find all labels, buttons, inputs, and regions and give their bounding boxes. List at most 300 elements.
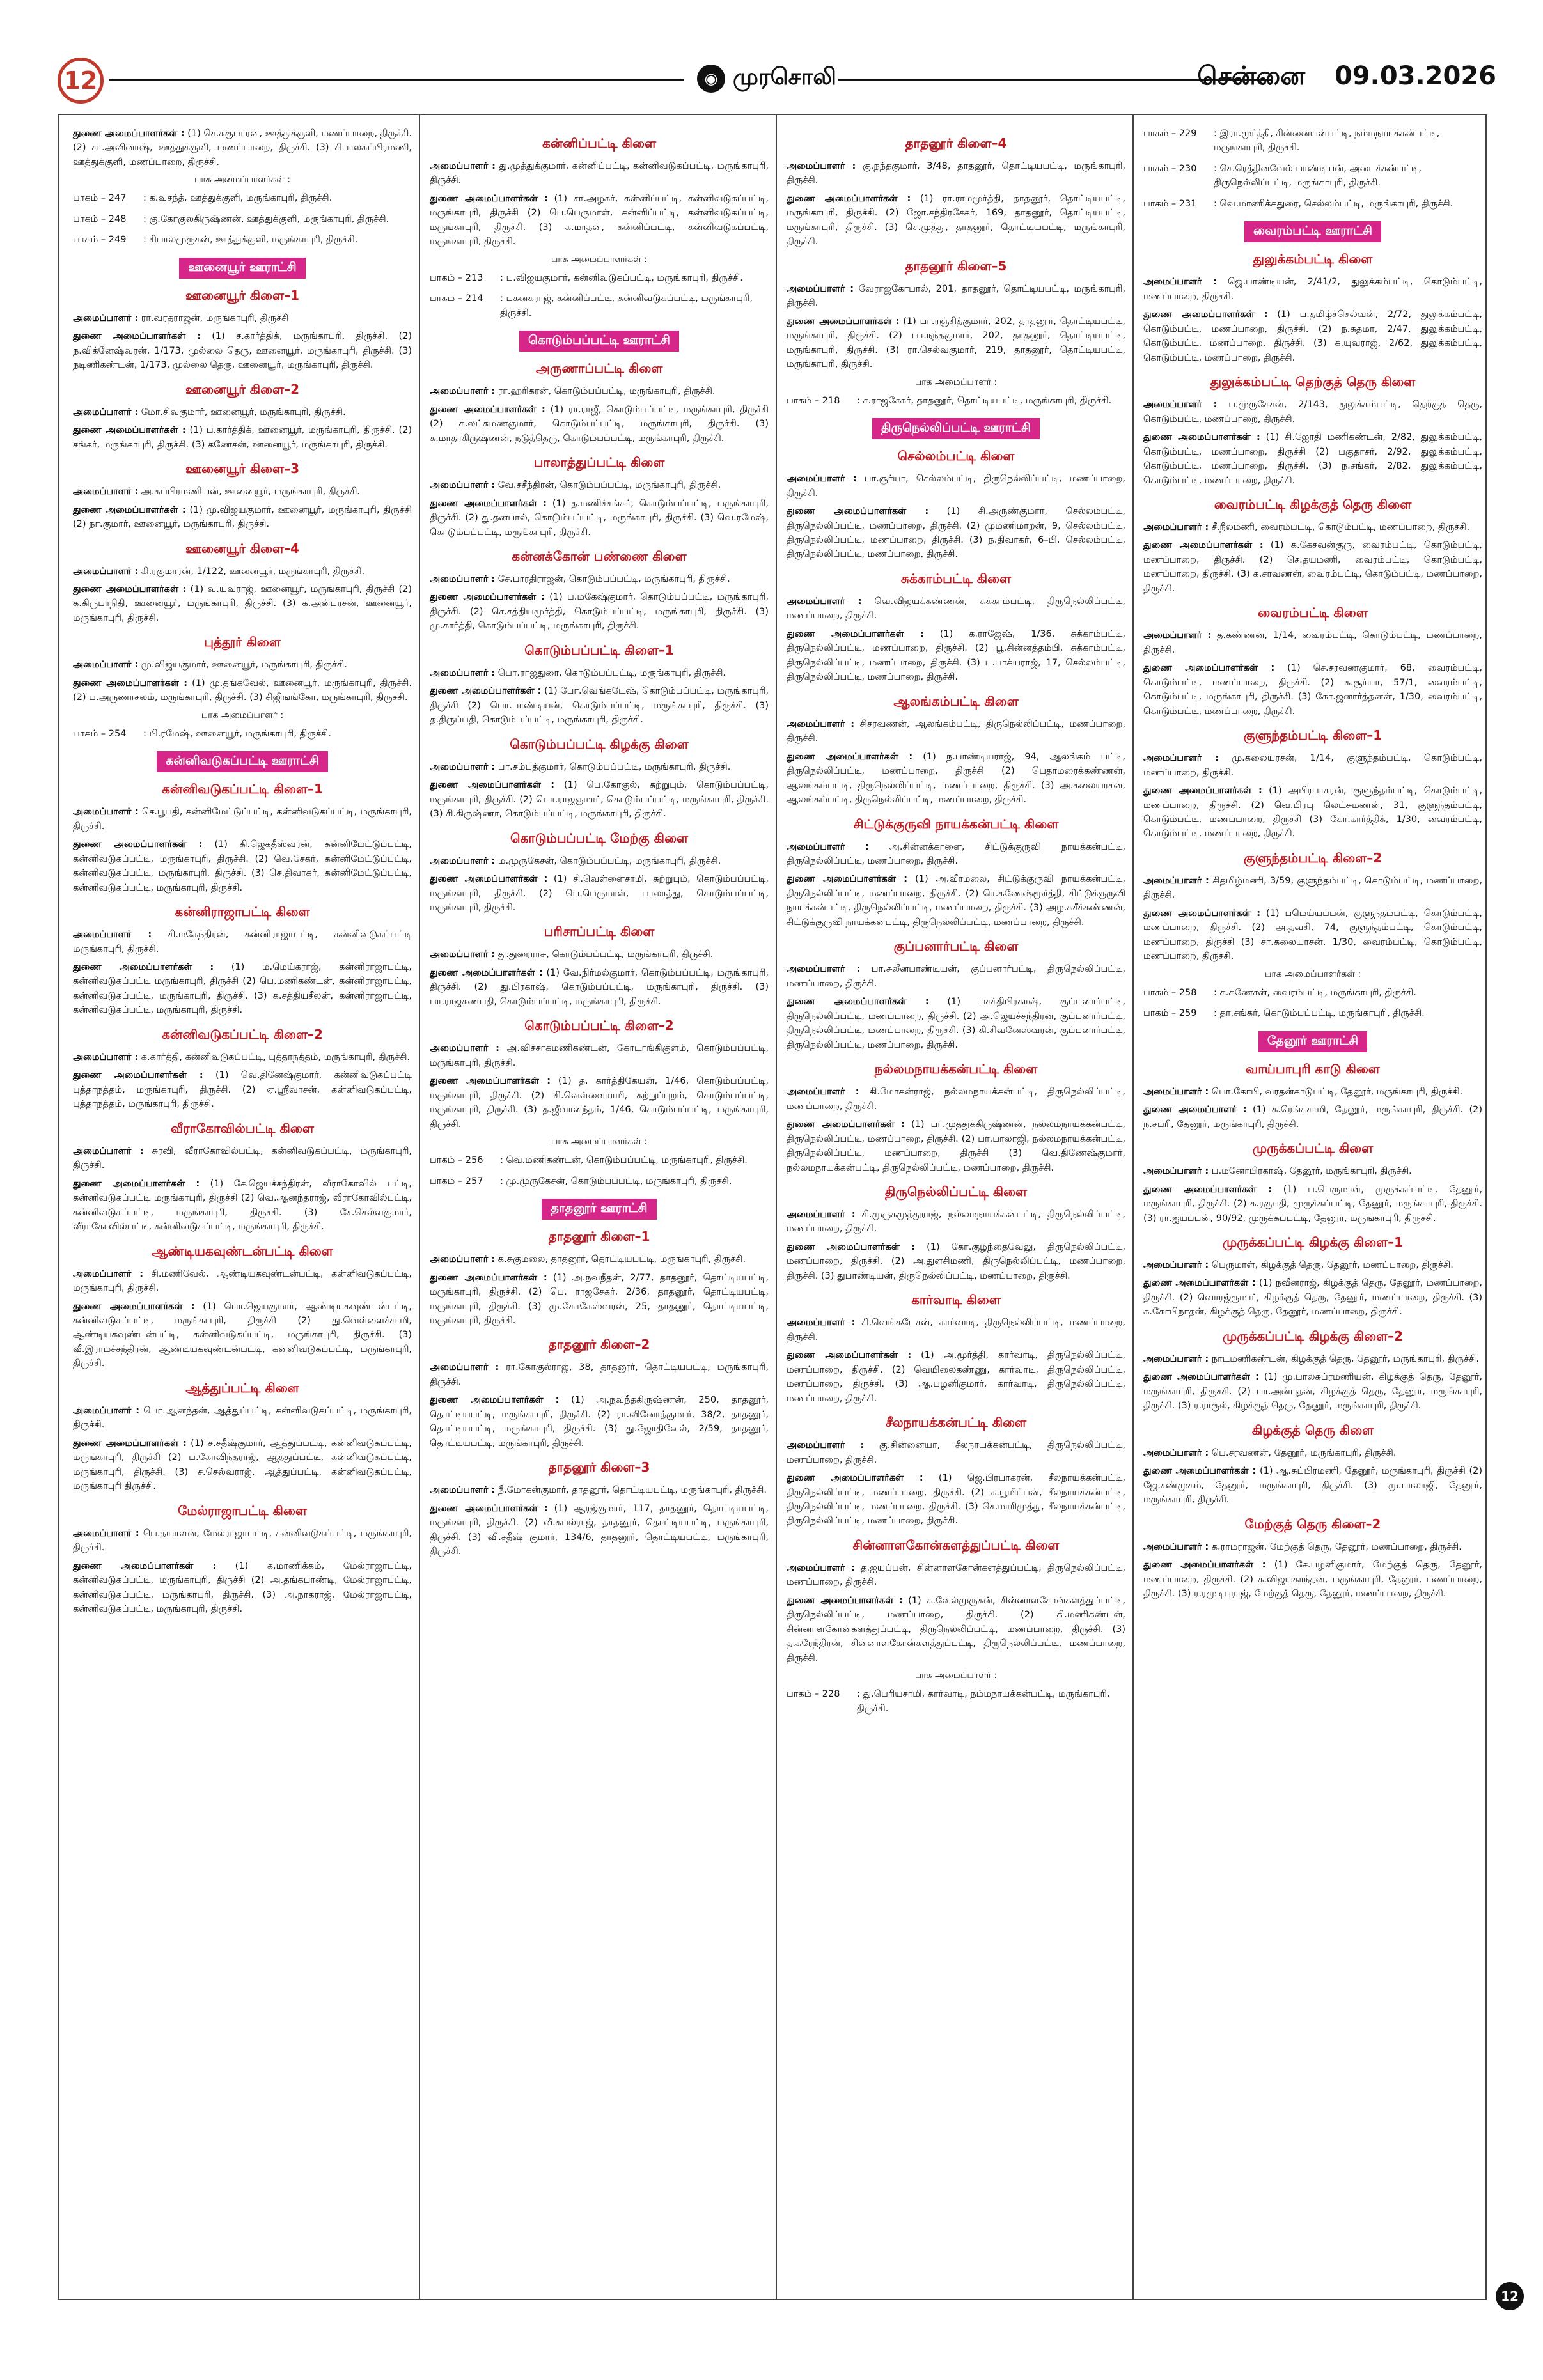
appointment-entry <box>430 1074 769 1132</box>
booth-person: : து.பெரியசாமி, கார்வாடி, நம்மநாயக்கன்பட்டி, மருங்காபுரி, திருச்சி. <box>857 1689 1110 1714</box>
role-label: அமைப்பாளர் : <box>73 486 139 497</box>
appointee-details: த.கண்ணன், 1/14, வைரம்பட்டி, கொடும்பட்டி, மணப்பாறை, திருச்சி. <box>1143 630 1482 655</box>
role-label: துணை அமைப்பாளர்கள் : <box>787 316 900 327</box>
appointee-details: பெ.சரவணன், தேனூர், மருங்காபுரி, திருச்சி. <box>1209 1447 1397 1458</box>
appointment-entry <box>787 315 1125 372</box>
appointment-entry <box>73 1300 412 1371</box>
appointment-entry <box>1143 1352 1482 1366</box>
branch-heading: முருக்கப்பட்டி கிளை <box>1252 1140 1374 1156</box>
branch-heading: நல்லமநாயக்கன்பட்டி கிளை <box>874 1061 1038 1077</box>
appointment-entry <box>787 192 1125 249</box>
branch-heading: சின்னாளகோன்களத்துப்பட்டி கிளை <box>852 1537 1060 1553</box>
appointment-entry <box>430 1252 769 1266</box>
role-label: அமைப்பாளர் : <box>787 1087 859 1098</box>
branch-heading: தாதனூர் கிளை–2 <box>548 1337 650 1353</box>
appointee-details: (1) பமெய்யப்பன், குளுந்தம்பட்டி, கொடும்பட்டி, மணப்பாறை, திருச்சி. (2) அ.தவசி, 74, குளுந்தம்பட்டி, கொடும்பட்டி, மணப்பாறை, திருச்சி (3) சா.கலையரசன், 1/30, வைரம்பட்டி, கொடும்பட்டி, மணப்பாறை, திருச்சி. <box>1143 908 1482 962</box>
appointee-details: (1) ரா.ராமமூர்த்தி, தாதனூர், தொட்டியபட்டி, மருங்காபுரி, திருச்சி. (2) ஜோ.சந்திரசேகர், 169, தாதனூர், தொட்டியபட்டி, மருங்காபுரி, திருச்சி. (3) செ.முத்து, தாதனூர், தொட்டியபட்டி, மருங்காபுரி, திருச்சி. <box>787 193 1125 247</box>
role-label: துணை அமைப்பாளர்கள் : <box>787 751 913 762</box>
branch-heading: ஆண்டியகவுண்டன்பட்டி கிளை <box>152 1243 333 1259</box>
appointment-entry <box>1143 430 1482 488</box>
role-label: துணை அமைப்பாளர்கள் : <box>430 874 548 885</box>
branch-heading: கொடும்பப்பட்டி கிழக்கு கிளை <box>510 736 689 752</box>
booth-subheading: பாக அமைப்பாளர்கள் : <box>551 1137 648 1147</box>
appointee-details: பெ.தயாளன், மேல்ராஜாபட்டி, கன்னிவடுகப்பட்டி, மருங்காபுரி, திருச்சி. <box>73 1528 412 1553</box>
branch-heading: வாய்பாபுரி காடு கிளை <box>1246 1061 1380 1077</box>
paper-name: முரசொலி <box>733 64 836 90</box>
appointment-entry <box>787 1471 1125 1528</box>
appointee-details: (1) த.மணிச்சங்கர், கொடும்பப்பட்டி, மருங்காபுரி, திருச்சி. (2) து.தனபால், கொடும்பப்பட்டி, மருங்காபுரி, திருச்சி. (3) வெ.ரமேஷ், கொடும்பப்பட்டி, மருங்காபுரி, திருச்சி. <box>430 498 769 538</box>
appointment-entry <box>787 1085 1125 1114</box>
booth-entry <box>73 212 412 226</box>
role-label: துணை அமைப்பாளர்கள் : <box>1143 663 1275 674</box>
appointee-details: மு.கலையரசன், 1/14, குளுந்தம்பட்டி, கொடும்பட்டி, மணப்பாறை, திருச்சி. <box>1143 753 1482 778</box>
branch-heading: தாதனூர் கிளை–5 <box>905 258 1007 274</box>
appointee-details: (1) அ.நவநீதன், 2/77, தாதனூர், தொட்டியபட்டி, மருங்காபுரி, திருச்சி. (2) பெ. ராஜசேகர், 2/36, தாதனூர், தொட்டியபட்டி, மருங்காபுரி, திருச்சி. (3) மு.கோகேஸ்வரன், 25, தாதனூர், தொட்டியபட்டி, மருங்காபுரி, திருச்சி. <box>430 1272 769 1326</box>
appointment-entry <box>787 627 1125 685</box>
appointment-entry <box>1143 1164 1482 1178</box>
appointee-details: பெருமாள், கிழக்குத் தெரு, தேனூர், மணப்பாறை, திருச்சி. <box>1209 1259 1453 1270</box>
appointee-details: (1) ந.பாண்டியராஜ், 94, ஆலங்கம் பட்டி, திருநெல்லிப்பட்டி, மணப்பாறை, திருச்சி (2) பெதாமரைக்கண்ணன், ஆலங்கம்பட்டி, திருநெல்லிப்பட்டி, மணப்பாறை, திருச்சி. (3) அ.கலையரசன், ஆலங்கம்பட்டி, திருநெல்லிப்பட்டி, மணப்பாறை, திருச்சி. <box>787 751 1125 805</box>
appointment-entry <box>1143 661 1482 719</box>
branch-heading: சிட்டுக்குருவி நாயக்கன்பட்டி கிளை <box>853 816 1059 832</box>
appointee-details: (1) மு.பாலசுப்ரமணியன், கிழக்குத் தெரு, தேனூர், மருங்காபுரி, திருச்சி. (2) பா.அன்புதன், கிழக்குத் தெரு, தேனூர், மருங்காபுரி, திருச்சி. (3) ர.ராகுல், கிழக்குத் தெரு, தேனூர், மருங்காபுரி, திருச்சி. <box>1143 1372 1482 1412</box>
appointment-entry <box>73 485 412 499</box>
column-divider <box>419 115 420 2299</box>
appointment-entry <box>430 590 769 633</box>
panchayat-title: திருநெல்லிப்பட்டி ஊராட்சி <box>872 418 1040 439</box>
booth-number: பாகம் – 254 <box>73 728 127 739</box>
booth-number: பாகம் – 248 <box>73 214 127 224</box>
column-4 <box>1143 127 1482 1605</box>
appointment-entry <box>73 127 412 169</box>
booth-entry <box>73 191 412 205</box>
appointee-details: (1) ஆரஜ்குமார், 117, தாதனூர், தொட்டியபட்டி, மருங்காபுரி, திருச்சி. (2) வீ.சுபல்ராஜ், தாதனூர், தொட்டியபட்டி, மருங்காபுரி, திருச்சி. (3) வி.சதீஷ் குமார், 134/6, தாதனூர், தொட்டியபட்டி, மருங்காபுரி, திருச்சி. <box>430 1503 769 1557</box>
appointment-entry <box>73 1267 412 1296</box>
branch-heading: கொடும்பப்பட்டி கிளை–2 <box>524 1018 674 1034</box>
booth-subheading: பாக அமைப்பாளர் : <box>914 1670 998 1681</box>
booth-number: பாகம் – 256 <box>430 1155 483 1166</box>
appointee-details: து.முத்துக்குமார், கன்னிப்பட்டி, கன்னிவடுகப்பட்டி, மருங்காபுரி, திருச்சி. <box>430 161 769 186</box>
appointment-entry <box>787 872 1125 929</box>
appointment-entry <box>787 995 1125 1052</box>
role-label: துணை அமைப்பாளர்கள் : <box>73 331 201 342</box>
role-label: அமைப்பாளர் : <box>73 660 139 671</box>
appointee-details: (1) க.வேல்முருகன், சின்னாளகோன்களத்துப்பட்டி, திருநெல்லிப்பட்டி, மணப்பாறை, திருச்சி. (2) கி.மணிகண்டன், சின்னாளகோன்களத்துப்பட்டி, திருநெல்லிப்பட்டி, மணப்பாறை, திருச்சி. (3) த.சுரேந்திரன், சின்னாளகோன்களத்துப்பட்டி, திருநெல்லிப்பட்டி, மணப்பாறை, திருச்சி. <box>787 1595 1125 1663</box>
appointee-details: (1) ரா.ராஜீ, கொடும்பப்பட்டி, மருங்காபுரி, திருச்சி (2) க.லட்சுமணகுமார், கொடும்பப்பட்டி, மருங்காபுரி, திருச்சி. (3) க.மாதாகிருஷ்ணன், நடுத்தெரு, கொடும்பப்பட்டி, மருங்காபுரி, திருச்சி. <box>430 404 769 444</box>
appointee-details: (1) பெ.கோகுல், சுற்றுபும், கொடும்பப்பட்டி, மருங்காபுரி, திருச்சி. (2) பொ.ராஜகுமார், கொடும்பப்பட்டி, மருங்காபுரி, திருச்சி. (3) சி.கிருஷ்ணா, கொடும்பப்பட்டி, மருங்காபுரி, திருச்சி. <box>430 780 769 820</box>
role-label: துணை அமைப்பாளர்கள் : <box>73 1178 200 1189</box>
footer-page-number: 12 <box>1496 2282 1524 2310</box>
branch-heading: மேல்ராஜாபட்டி கிளை <box>178 1502 307 1518</box>
role-label: அமைப்பாளர் : <box>430 1362 499 1373</box>
appointment-entry <box>73 1559 412 1617</box>
booth-entry <box>430 271 769 285</box>
role-label: அமைப்பாளர் : <box>787 596 862 607</box>
booth-person: : இரா.மூர்த்தி, சின்னையன்பட்டி, நம்மநாயக்கன்பட்டி, மருங்காபுரி, திருச்சி. <box>1214 128 1440 153</box>
role-label: துணை அமைப்பாளர்கள் : <box>1143 1184 1272 1195</box>
appointee-details: சீ.நீலமணி, வைரம்பட்டி, கொடும்பட்டி, மணப்பாறை, திருச்சி. <box>1209 522 1470 533</box>
booth-person: : தா.சங்கர், கொடும்பப்பட்டி, மருங்காபுரி, திருச்சி. <box>1214 1008 1425 1019</box>
appointment-entry <box>787 282 1125 311</box>
appointee-details: (1) வே.நிர்மல்குமார், கொடும்பப்பட்டி, மருங்காபுரி, திருச்சி. (2) து.பிரகாஷ், கொடும்பப்பட்டி, மருங்காபுரி, திருச்சி. (3) பா.ராஜகணபதி, கொடும்பப்பட்டி, மருங்காபுரி, திருச்சி. <box>430 967 769 1007</box>
branch-heading: புத்தூர் கிளை <box>204 634 281 650</box>
branch-heading: கன்னிராஜாபட்டி கிளை <box>175 904 310 920</box>
booth-subheading: பாக அமைப்பாளர் : <box>914 377 998 387</box>
role-label: அமைப்பாளர் : <box>787 1318 856 1328</box>
appointee-details: சிசரவணன், ஆலங்கம்பட்டி, திருநெல்லிப்பட்டி, மணப்பாறை, திருச்சி. <box>787 719 1125 744</box>
branch-heading: கன்னிவடுகப்பட்டி கிளை–1 <box>162 781 323 797</box>
panchayat-banner <box>430 331 769 352</box>
appointment-entry <box>430 947 769 961</box>
role-label: துணை அமைப்பாளர்கள் : <box>73 962 214 972</box>
branch-heading: கிழக்குத் தெரு கிளை <box>1251 1422 1374 1438</box>
booth-person: : வெ.மணிகண்டன், கொடும்பப்பட்டி, மருங்காபுரி, திருச்சி. <box>500 1155 748 1166</box>
role-label: அமைப்பாளர் : <box>787 1440 865 1451</box>
appointee-details: (1) க.ராஜேஷ், 1/36, சுக்காம்பட்டி, திருநெல்லிப்பட்டி, மணப்பாறை, திருச்சி. (2) பூ.சின்னத்தம்பி, சுக்காம்பட்டி, திருநெல்லிப்பட்டி, மணப்பாறை, திருச்சி. (3) ப.பாக்யராஜ், 17, செல்லம்பட்டி, திருநெல்லிப்பட்டி, மணப்பாறை, திருச்சி. <box>787 628 1125 683</box>
branch-heading: கார்வாடி கிளை <box>911 1292 1001 1308</box>
appointee-details: (1) வெ.தினேஷ்குமார், கன்னிவடுகப்பட்டி புத்தாநத்தம், மருங்காபுரி, திருச்சி. (2) ஏ.ஸ்ரீவாசன், கன்னிவடுகப்பட்டி, புத்தாநத்தம், மருங்காபுரி, திருச்சி. <box>73 1070 412 1110</box>
appointee-details: பொ.கோபி, வரதன்காடுபட்டி, தேனூர், மருங்காபுரி, திருச்சி. <box>1209 1086 1463 1097</box>
appointee-details: (1) சே.ஜெயச்சந்திரன், வீராகோவில் பட்டி, கன்னிவடுகப்பட்டி மருங்காபுரி, திருச்சி (2) வெ.ஆனந்தராஜ், வீராகோவில்பட்டி, கன்னிவடுகப்பட்டி, மருங்காபுரி, திருச்சி. (3) சே.செல்வகுமார், வீராகோவில்பட்டி, கன்னிவடுகப்பட்டி, மருங்காபுரி, திருச்சி. <box>73 1178 412 1233</box>
appointment-entry <box>73 837 412 895</box>
appointment-entry <box>73 1144 412 1173</box>
role-label: அமைப்பாளர் : <box>430 1485 496 1496</box>
booth-person: : ப.விஜயகுமார், கன்னிவடுகப்பட்டி, மருங்காபுரி, திருச்சி. <box>500 272 743 283</box>
role-label: துணை அமைப்பாளர்கள் : <box>1143 1560 1266 1571</box>
appointment-entry <box>787 1316 1125 1344</box>
role-label: துணை அமைப்பாளர்கள் : <box>430 1395 560 1406</box>
appointee-details: கி.மோகன்ராஜ், நல்லமநாயக்கன்பட்டி, திருநெல்லிப்பட்டி, மணப்பாறை, திருச்சி. <box>787 1087 1125 1112</box>
appointee-details: நீ.மோகன்குமார், தாதனூர், தொட்டியபட்டி, மருங்காபுரி, திருச்சி. <box>495 1485 767 1496</box>
role-label: துணை அமைப்பாளர்கள் : <box>430 780 555 791</box>
appointment-entry <box>430 1271 769 1328</box>
branch-heading: தாதனூர் கிளை–3 <box>548 1459 650 1475</box>
booth-person: : கு.கோகுலகிருஷ்ணன், ஊத்துக்குளி, மருங்காபுரி, திருச்சி. <box>143 214 389 224</box>
appointment-entry <box>1143 1103 1482 1132</box>
appointee-details: க.ராமராஜன், மேற்குத் தெரு, தேனூர், மணப்பாறை, திருச்சி. <box>1209 1541 1462 1552</box>
branch-heading: ஆலங்கம்பட்டி கிளை <box>893 693 1019 709</box>
booth-person: : பி.ரமேஷ், ஊனையூர், மருங்காபுரி, திருச்சி. <box>143 728 331 739</box>
booth-entry <box>1143 1006 1482 1020</box>
appointment-entry <box>1143 784 1482 841</box>
role-label: துணை அமைப்பாளர்கள் : <box>787 1119 905 1130</box>
role-label: துணை அமைப்பாளர்கள் : <box>73 1560 217 1571</box>
appointee-details: (1) அபிரபாகரன், குளுந்தம்பட்டி, கொடும்பட்டி, மணப்பாறை, திருச்சி. (2) வெ.பிரபு லெட்சுமணன், 31, குளுந்தம்பட்டி, கொடும்பட்டி, மணப்பாறை, திருச்சி (3) கோ.கார்த்திக், 1/30, வைரம்பட்டி, கொடும்பட்டி, மணப்பாறை, திருச்சி. <box>1143 786 1482 839</box>
role-label: அமைப்பாளர் : <box>430 667 496 678</box>
masthead-rule-left <box>109 79 684 81</box>
role-label: அமைப்பாளர் : <box>787 1562 855 1573</box>
role-label: துணை அமைப்பாளர்கள் : <box>1143 1278 1256 1289</box>
branch-heading: ஊனையூர் கிளை–4 <box>185 540 299 556</box>
booth-number: பாகம் – 229 <box>1143 128 1197 139</box>
role-label: அமைப்பாளர் : <box>73 407 139 417</box>
appointee-details: ப.மனோபிரகாஷ், தேனூர், மருங்காபுரி, திருச்சி. <box>1209 1166 1412 1177</box>
appointee-details: (1) சா.அழகர், கன்னிப்பட்டி, கன்னிவடுகப்பட்டி, மருங்காபுரி, திருச்சி (2) பெ.பெருமாள், கன்னிப்பட்டி, கன்னிவடுகப்பட்டி, மருங்காபுரி, திருச்சி. (3) க.மாதன், கன்னிப்பட்டி, கன்னிவடுகப்பட்டி, மருங்காபுரி, திருச்சி. <box>430 193 769 247</box>
appointee-details: த.ஐயப்பன், சின்னாளகோன்களத்துப்பட்டி, திருநெல்லிப்பட்டி, மணப்பாறை, திருச்சி. <box>787 1562 1125 1588</box>
role-label: துணை அமைப்பாளர்கள் : <box>1143 540 1264 551</box>
appointee-details: சுரவி, வீராகோவில்பட்டி, கன்னிவடுகப்பட்டி, மருங்காபுரி, திருச்சி. <box>73 1146 412 1171</box>
article-columns <box>58 114 1487 2300</box>
role-label: அமைப்பாளர் : <box>73 929 152 940</box>
column-3 <box>787 127 1125 1722</box>
role-label: அமைப்பாளர் : <box>430 1254 496 1265</box>
appointment-entry <box>430 966 769 1009</box>
appointee-details: (1) பசக்திபிரகாஷ், குப்பனார்பட்டி, திருநெல்லிப்பட்டி, மணப்பாறை, திருச்சி. (2) அ.ஜெயச்சந்திரன், குப்பனார்பட்டி, திருநெல்லிப்பட்டி, மணப்பாறை, திருச்சி. (3) கி.சிவனேஸ்வரன், குப்பனார்பட்டி, திருநெல்லிப்பட்டி, மணப்பாறை, திருச்சி. <box>787 997 1125 1050</box>
appointment-entry <box>1143 906 1482 964</box>
appointee-details: (1) சி.ஜோதி மணிகண்டன், 2/82, துலுக்கம்பட்டி, கொடும்பட்டி, மணப்பாறை, திருச்சி (2) பகுதாசர், 2/92, துலுக்கம்பட்டி, கொடும்பட்டி, மணப்பாறை, திருச்சி. (3) ந.சங்கர், 2/82, துலுக்கம்பட்டி, கொடும்பட்டி, மணப்பாறை, திருச்சி. <box>1143 432 1482 486</box>
appointee-details: செ.பூபதி, கன்னிமேட்டுப்பட்டி, கன்னிவடுகப்பட்டி, மருங்காபுரி, திருச்சி. <box>73 807 412 832</box>
role-label: துணை அமைப்பாளர்கள் : <box>73 425 186 436</box>
appointment-entry <box>430 497 769 540</box>
role-label: அமைப்பாளர் : <box>430 573 496 584</box>
branch-heading: தாதனூர் கிளை–1 <box>548 1229 650 1245</box>
appointment-entry <box>787 750 1125 807</box>
booth-entry <box>787 394 1125 408</box>
role-label: அமைப்பாளர் : <box>1143 875 1209 886</box>
role-label: துணை அமைப்பாளர்கள் : <box>73 128 185 139</box>
appointment-entry <box>73 1177 412 1234</box>
panchayat-title: தேனூர் ஊராட்சி <box>1258 1031 1367 1052</box>
appointee-details: (1) ஆ.சுப்பிரமணி, தேனூர், மருங்காபுரி, திருச்சி (2) ஜே.சண்முகம், தேனூர், மருங்காபுரி, திருச்சி. (3) மு.பாலாஜி, தேனூர், மருங்காபுரி, திருச்சி. <box>1143 1466 1482 1505</box>
appointment-entry <box>73 928 412 956</box>
booth-number: பாகம் – 259 <box>1143 1008 1197 1019</box>
appointment-entry <box>73 582 412 625</box>
appointee-details: (1) ப.கார்த்திக், ஊனையூர், மருங்காபுரி, திருச்சி. (2) சங்கர், மருங்காபுரி, திருச்சி. (3) கணேசன், ஊனையூர், மருங்காபுரி, திருச்சி. <box>73 425 412 450</box>
appointment-entry <box>787 159 1125 188</box>
column-divider <box>1132 115 1134 2299</box>
booth-person: : மு.முருகேசன், கொடும்பப்பட்டி, மருங்காபுரி, திருச்சி. <box>500 1176 732 1186</box>
appointee-details: (1) கி.ஜெகதீஸ்வரன், கன்னிமேட்டுப்பட்டி, கன்னிவடுகப்பட்டி, மருங்காபுரி, திருச்சி. (2) வெ.சேகர், கன்னிமேட்டுப்பட்டி, கன்னிவடுகப்பட்டி, மருங்காபுரி, திருச்சி. (3) செ.திவாகர், கன்னிமேட்டுப்பட்டி, கன்னிவடுகப்பட்டி, மருங்காபுரி, திருச்சி. <box>73 839 412 893</box>
masthead <box>58 58 1496 104</box>
appointment-entry <box>1143 1464 1482 1507</box>
branch-heading: ஊனையூர் கிளை–3 <box>185 461 299 477</box>
appointee-details: (1) ஜெ.பிரபாகரன், சீலநாயக்கன்பட்டி, திருநெல்லிப்பட்டி, மணப்பாறை, திருச்சி. (2) க.பூமிப்பன், சீலநாயக்கன்பட்டி, திருநெல்லிப்பட்டி, மணப்பாறை, திருச்சி. (3) செ.மாரிமுத்து, சீலநாயக்கன்பட்டி, திருநெல்லிப்பட்டி, மணப்பாறை, திருச்சி. <box>787 1473 1125 1527</box>
appointment-entry <box>430 478 769 492</box>
appointment-entry <box>787 1561 1125 1590</box>
appointee-details: மோ.சிவகுமார், ஊனையூர், மருங்காபுரி, திருச்சி. <box>138 407 346 417</box>
appointment-entry <box>73 564 412 579</box>
appointment-entry <box>430 684 769 727</box>
role-label: துணை அமைப்பாளர்கள் : <box>787 1350 912 1361</box>
role-label: அமைப்பாளர் : <box>1143 277 1217 288</box>
page-number-badge: 12 <box>58 58 104 104</box>
role-label: துணை அமைப்பாளர்கள் : <box>430 193 548 204</box>
role-label: துணை அமைப்பாளர்கள் : <box>430 1272 547 1283</box>
appointee-details: து.துரைராசு, கொடும்பப்பட்டி, மருங்காபுரி, திருச்சி. <box>495 949 714 960</box>
panchayat-banner <box>1143 221 1482 242</box>
branch-heading: குப்பனார்பட்டி கிளை <box>893 938 1019 954</box>
appointment-entry <box>1143 1558 1482 1601</box>
booth-number: பாகம் – 247 <box>73 193 127 204</box>
role-label: அமைப்பாளர் : <box>787 161 856 171</box>
appointment-entry <box>1143 1183 1482 1225</box>
appointment-entry <box>1143 1085 1482 1099</box>
appointee-details: அ.சுப்பிரமணியன், ஊனையூர், மருங்காபுரி, திருச்சி. <box>138 486 361 497</box>
role-label: அமைப்பாளர் : <box>1143 1259 1209 1270</box>
branch-heading: கன்னக்கோன் பண்ணை கிளை <box>512 548 687 564</box>
booth-entry <box>1143 197 1482 211</box>
booth-entry <box>1143 986 1482 1000</box>
appointee-details: (1) சே.பழனிகுமார், மேற்குத் தெரு, தேனூர், மணப்பாறை, திருச்சி. (2) க.விஜயகாந்தன், மருங்காபுரி, தேனூர், மணப்பாறை, திருச்சி. (3) ர.ரமுடிபுராஜ், மேற்குத் தெரு, தேனூர், மணப்பாறை, திருச்சி. <box>1143 1560 1483 1599</box>
dateline <box>1197 61 1496 94</box>
role-label: துணை அமைப்பாளர்கள் : <box>787 506 929 517</box>
appointment-entry <box>787 504 1125 562</box>
appointee-details: பா.சம்பத்குமார், கொடும்பப்பட்டி, மருங்காபுரி, திருச்சி. <box>495 761 731 772</box>
role-label: அமைப்பாளர் : <box>430 855 496 866</box>
appointment-entry <box>430 1502 769 1559</box>
appointment-entry <box>73 676 412 705</box>
appointee-details: (1) அ.மூர்த்தி, கார்வாடி, திருநெல்லிப்பட்டி, மணப்பாறை, திருச்சி. (2) வெயிலைகண்ணு, கார்வாடி, திருநெல்லிப்பட்டி, மணப்பாறை, திருச்சி. (3) ஆ.பழனிகுமார், கார்வாடி, திருநெல்லிப்பட்டி, மணப்பாறை, திருச்சி. <box>787 1350 1125 1404</box>
appointee-details: சே.பாரதிராஜன், கொடும்பப்பட்டி, மருங்காபுரி, திருச்சி. <box>495 573 730 584</box>
role-label: அமைப்பாளர் : <box>73 1268 144 1279</box>
panchayat-banner <box>787 418 1125 439</box>
booth-number: பாகம் – 214 <box>430 293 483 304</box>
booth-entry <box>430 292 769 320</box>
role-label: துணை அமைப்பாளர்கள் : <box>787 874 908 885</box>
appointee-details: ஜெ.பாண்டியன், 2/41/2, துலுக்கம்பட்டி, கொடும்பட்டி, மணப்பாறை, திருச்சி. <box>1143 277 1482 302</box>
branch-heading: அருணாப்பட்டி கிளை <box>535 361 663 377</box>
appointment-entry <box>430 403 769 446</box>
role-label: அமைப்பாளர் : <box>430 386 496 397</box>
appointee-details: கி.ரகுமாரன், 1/122, ஊனையூர், மருங்காபுரி, திருச்சி. <box>138 566 365 577</box>
appointee-details: ப.முருகேசன், 2/143, துலுக்கம்பட்டி, தெற்குத் தெரு, கொடும்பட்டி, மணப்பாறை, திருச்சி. <box>1143 400 1482 424</box>
appointee-details: (1) த. கார்த்திகேயன், 1/46, கொடும்பப்பட்டி, மருங்காபுரி, திருச்சி. (2) சி.வெள்ளைசாமி, சுற்றுப்புறம், கொடும்பப்பட்டி, மருங்காபுரி, திருச்சி. (3) த.ஜீவானந்தம், 1/46, கொடும்பப்பட்டி, மருங்காபுரி, திருச்சி. <box>430 1076 769 1130</box>
booth-number: பாகம் – 231 <box>1143 198 1197 209</box>
appointment-entry <box>73 311 412 325</box>
panchayat-title: கன்னிவடுகப்பட்டி ஊராட்சி <box>157 751 327 772</box>
appointee-details: (1) பா.முத்துக்கிருஷ்ணன், நல்லமநாயக்கன்பட்டி, திருநெல்லிப்பட்டி, மணப்பாறை, திருச்சி. (2) பா.பாலாஜி, நல்லமநாயக்கன்பட்டி, திருநெல்லிப்பட்டி, மணப்பாறை, திருச்சி (3) வெ.திணேஷ்குமார், நல்லமநாயக்கன்பட்டி, திருநெல்லிப்பட்டி, மணப்பாறை, திருச்சி. <box>787 1119 1125 1173</box>
booth-entry <box>430 1174 769 1188</box>
booth-person: : ச.ராஜசேகர், தாதனூர், தொட்டியபட்டி, மருங்காபுரி, திருச்சி. <box>857 395 1112 406</box>
role-label: துணை அமைப்பாளர்கள் : <box>430 1076 551 1087</box>
branch-heading: வைரம்பட்டி கிளை <box>1258 605 1368 621</box>
appointment-entry <box>787 1240 1125 1283</box>
role-label: துணை அமைப்பாளர்கள் : <box>1143 908 1261 919</box>
role-label: அமைப்பாளர் : <box>73 566 139 577</box>
branch-heading: ஊனையூர் கிளை–2 <box>185 381 299 397</box>
booth-person: : க.கணேசன், வைரம்பட்டி, மருங்காபுரி, திருச்சி. <box>1214 987 1416 998</box>
role-label: அமைப்பாளர் : <box>430 480 496 491</box>
booth-person: : சிபாலமுருகன், ஊத்துக்குளி, மருங்காபுரி, திருச்சி. <box>143 235 358 245</box>
appointee-details: (1) கோ.குழந்தைவேலு, திருநெல்லிப்பட்டி, மணப்பாறை, திருச்சி. (2) அ.துளசிமணி, திருநெல்லிப்பட்டி, மணப்பாறை, திருச்சி. (3) துபாண்டியன், திருநெல்லிப்பட்டி, மணப்பாறை, திருச்சி. <box>787 1241 1125 1281</box>
appointment-entry <box>787 1117 1125 1175</box>
booth-person: : பகனகராஜ், கன்னிப்பட்டி, கன்னிவடுகப்பட்டி, மருங்காபுரி, திருச்சி. <box>500 293 753 318</box>
role-label: துணை அமைப்பாளர்கள் : <box>787 193 911 204</box>
appointment-entry <box>430 384 769 398</box>
role-label: அமைப்பாளர் : <box>1143 522 1209 533</box>
branch-heading: துலுக்கம்பட்டி தெற்குத் தெரு கிளை <box>1210 374 1416 390</box>
appointee-details: (1) பா.ரஞ்சித்குமார், 202, தாதனூர், தொட்டியபட்டி, மருங்காபுரி, திருச்சி. (2) பா.நந்தகுமார், 202, தாதனூர், தொட்டியபட்டி, மருங்காபுரி, திருச்சி. (3) ரா.செல்வகுமார், 219, தாதனூர், தொட்டியபட்டி, மருங்காபுரி, திருச்சி. <box>787 316 1125 370</box>
appointee-details: (1) க.கேசவன்குரு, வைரம்பட்டி, கொடும்பட்டி, மணப்பாறை, திருச்சி. (2) செ.தயமணி, வைரம்பட்டி, கொடும்பட்டி, மணப்பாறை, திருச்சி. (3) க.சரவணன், வைரம்பட்டி, கொடும்பட்டி, மணப்பாறை, திருச்சி. <box>1143 540 1482 594</box>
role-label: துணை அமைப்பாளர் : <box>1143 1105 1247 1116</box>
role-label: துணை அமைப்பாளர்கள் : <box>430 592 545 603</box>
branch-heading: கன்னிப்பட்டி கிளை <box>542 136 657 151</box>
appointee-details: பா.சூர்யா, செல்லம்பட்டி, திருநெல்லிப்பட்டி, மணப்பாறை, திருச்சி. <box>787 474 1125 499</box>
city-name: சென்னை <box>1197 61 1306 91</box>
appointee-details: சி.மகேந்திரன், கன்னிராஜாபட்டி, கன்னிவடுகப்பட்டி மருங்காபுரி, திருச்சி. <box>73 929 412 954</box>
appointee-details: (1) பொ.ஜெயகுமார், ஆண்டியகவுண்டன்பட்டி, கன்னிவடுகப்பட்டி, மருங்காபுரி, திருச்சி (2) து.வெள்ளைச்சாமி, ஆண்டியகவுண்டன்பட்டி, கன்னிவடுகப்பட்டி, மருங்காபுரி, திருச்சி. (3) வீ.இராமச்சந்திரன், ஆண்டியகவுண்டன்பட்டி, கன்னிவடுகப்பட்டி, மருங்காபுரி, திருச்சி. <box>73 1301 412 1369</box>
booth-person: : க.வசந்த், ஊத்துக்குளி, மருங்காபுரி, திருச்சி. <box>143 193 333 204</box>
panchayat-title: கொடும்பப்பட்டி ஊராட்சி <box>519 331 679 352</box>
role-label: அமைப்பாளர் : <box>1143 400 1218 410</box>
appointment-entry <box>1143 538 1482 596</box>
branch-heading: ஆத்துப்பட்டி கிளை <box>185 1380 299 1396</box>
appointee-details: கு.சின்னையா, சீலநாயக்கன்பட்டி, திருநெல்லிப்பட்டி, மணப்பாறை, திருச்சி. <box>787 1440 1125 1465</box>
role-label: துணை அமைப்பாளர்கள் : <box>1143 786 1262 797</box>
branch-heading: முருக்கப்பட்டி கிழக்கு கிளை–2 <box>1222 1328 1404 1344</box>
logo-emblem-icon: ◉ <box>697 65 725 93</box>
appointee-details: (1) போ.வெங்கடேஷ், கொடும்பப்பட்டி, மருங்காபுரி, திருச்சி (2) பொ.பாண்டியன், கொடும்பப்பட்டி, மருங்காபுரி, திருச்சி. (3) த.திருப்பதி, கொடும்பப்பட்டி, மருங்காபுரி, திருச்சி. <box>430 686 769 726</box>
panchayat-banner <box>1143 1031 1482 1052</box>
role-label: அமைப்பாளர் : <box>787 841 870 852</box>
booth-entry <box>1143 162 1482 191</box>
role-label: துணை அமைப்பாளர்கள் : <box>430 498 547 509</box>
branch-heading: கன்னிவடுகப்பட்டி கிளை–2 <box>162 1026 323 1042</box>
booth-number: பாகம் – 218 <box>787 395 840 406</box>
role-label: அமைப்பாளர் : <box>430 949 496 960</box>
role-label: துணை அமைப்பாளர்கள் : <box>430 404 545 415</box>
appointee-details: ம.முருகேசன், கொடும்பப்பட்டி, மருங்காபுரி, திருச்சி. <box>495 855 721 866</box>
role-label: துணை அமைப்பாளர்கள் : <box>1143 432 1260 443</box>
appointment-entry <box>1143 1276 1482 1319</box>
role-label: துணை அமைப்பாளர்கள் : <box>787 1595 903 1606</box>
appointee-details: (1) க.ரெங்கசாமி, தேனூர், மருங்காபுரி, திருச்சி. (2) ந.சபரி, தேனூர், மருங்காபுரி, திருச்சி. <box>1143 1105 1482 1130</box>
role-label: துணை அமைப்பாளர்கள் : <box>787 997 929 1007</box>
role-label: அமைப்பாளர் : <box>430 761 496 772</box>
role-label: துணை அமைப்பாளர்கள் : <box>1143 309 1268 320</box>
booth-number: பாகம் – 230 <box>1143 163 1197 174</box>
panchayat-title: ஊனையூர் ஊராட்சி <box>179 258 305 279</box>
appointment-entry <box>1143 1446 1482 1460</box>
appointment-entry <box>1143 1540 1482 1554</box>
role-label: துணை அமைப்பாளர்கள் : <box>430 686 542 697</box>
appointment-entry <box>787 717 1125 746</box>
appointment-entry <box>430 1360 769 1389</box>
appointee-details: கு.நந்தகுமார், 3/48, தாதனூர், தொட்டியபட்டி, மருங்காபுரி, திருச்சி. <box>787 161 1125 186</box>
appointee-details: நாடமணிகண்டன், கிழக்குத் தெரு, தேனூர், மருங்காபுரி, திருச்சி. <box>1209 1353 1479 1364</box>
booth-entry <box>430 1153 769 1167</box>
appointment-entry <box>1143 275 1482 304</box>
booth-number: பாகம் – 213 <box>430 272 483 283</box>
appointee-details: ரா.கோகுல்ராஜ், 38, தாதனூர், தொட்டியபட்டி, மருங்காபுரி, திருச்சி. <box>430 1362 769 1387</box>
appointment-entry <box>73 805 412 834</box>
appointee-details: (1) ப.மகேஷ்குமார், கொடும்பப்பட்டி, மருங்காபுரி, திருச்சி. (2) செ.சத்தியமூர்த்தி, கொடும்பப்பட்டி, மருங்காபுரி, திருச்சி. (3) மு.கார்த்தி, கொடும்பப்பட்டி, மருங்காபுரி, திருச்சி. <box>430 592 769 632</box>
appointment-entry <box>1143 398 1482 426</box>
appointment-entry <box>430 1041 769 1070</box>
appointment-entry <box>1143 874 1482 903</box>
role-label: அமைப்பாளர் : <box>787 1209 856 1220</box>
role-label: துணை அமைப்பாளர்கள் : <box>787 628 924 639</box>
role-label: அமைப்பாளர் : <box>1143 1447 1209 1458</box>
booth-entry <box>73 727 412 741</box>
paper-logo <box>697 64 836 93</box>
booth-person: : வெ.மாணிக்கதுரை, செல்லம்பட்டி, மருங்காபுரி, திருச்சி. <box>1214 198 1453 209</box>
appointee-details: (1) க.மாணிக்கம், மேல்ராஜாபட்டி, கன்னிவடுகப்பட்டி, மருங்காபுரி, திருச்சி (2) அ.தங்கபாண்டி, மேல்ராஜாபட்டி, கன்னிவடுகப்பட்டி, மருங்காபுரி, திருச்சி. (3) அ.நாகராஜ், மேல்ராஜாபட்டி, கன்னிவடுகப்பட்டி, மருங்காபுரி, திருச்சி. <box>73 1560 412 1614</box>
branch-heading: கொடும்பப்பட்டி கிளை–1 <box>524 642 674 658</box>
branch-heading: வைரம்பட்டி கிழக்குத் தெரு கிளை <box>1214 496 1412 512</box>
role-label: துணை அமைப்பாளர்கள் : <box>73 1070 203 1081</box>
branch-heading: பாலாத்துப்பட்டி கிளை <box>533 455 665 471</box>
role-label: அமைப்பாளர் : <box>73 1052 139 1062</box>
appointee-details: (1) நவீனராஜ், கிழக்குத் தெரு, தேனூர், மணப்பாறை, திருச்சி. (2) வொரஜ்குமார், கிழக்குத் தெரு, தேனூர், மணப்பாறை, திருச்சி. (3) க.கோபிநாதன், கிழக்குத் தெரு, தேனூர், மணப்பாறை, திருச்சி. <box>1143 1278 1482 1318</box>
role-label: துணை அமைப்பாளர்கள் : <box>73 1438 187 1449</box>
appointment-entry <box>73 405 412 419</box>
appointee-details: பொ.ஆனந்தன், ஆத்துப்பட்டி, கன்னிவடுகப்பட்டி, மருங்காபுரி, திருச்சி. <box>73 1405 412 1431</box>
role-label: அமைப்பாளர் : <box>73 807 139 818</box>
role-label: துணை அமைப்பாளர்கள் : <box>787 1473 923 1484</box>
appointment-entry <box>430 872 769 915</box>
appointment-entry <box>430 854 769 868</box>
